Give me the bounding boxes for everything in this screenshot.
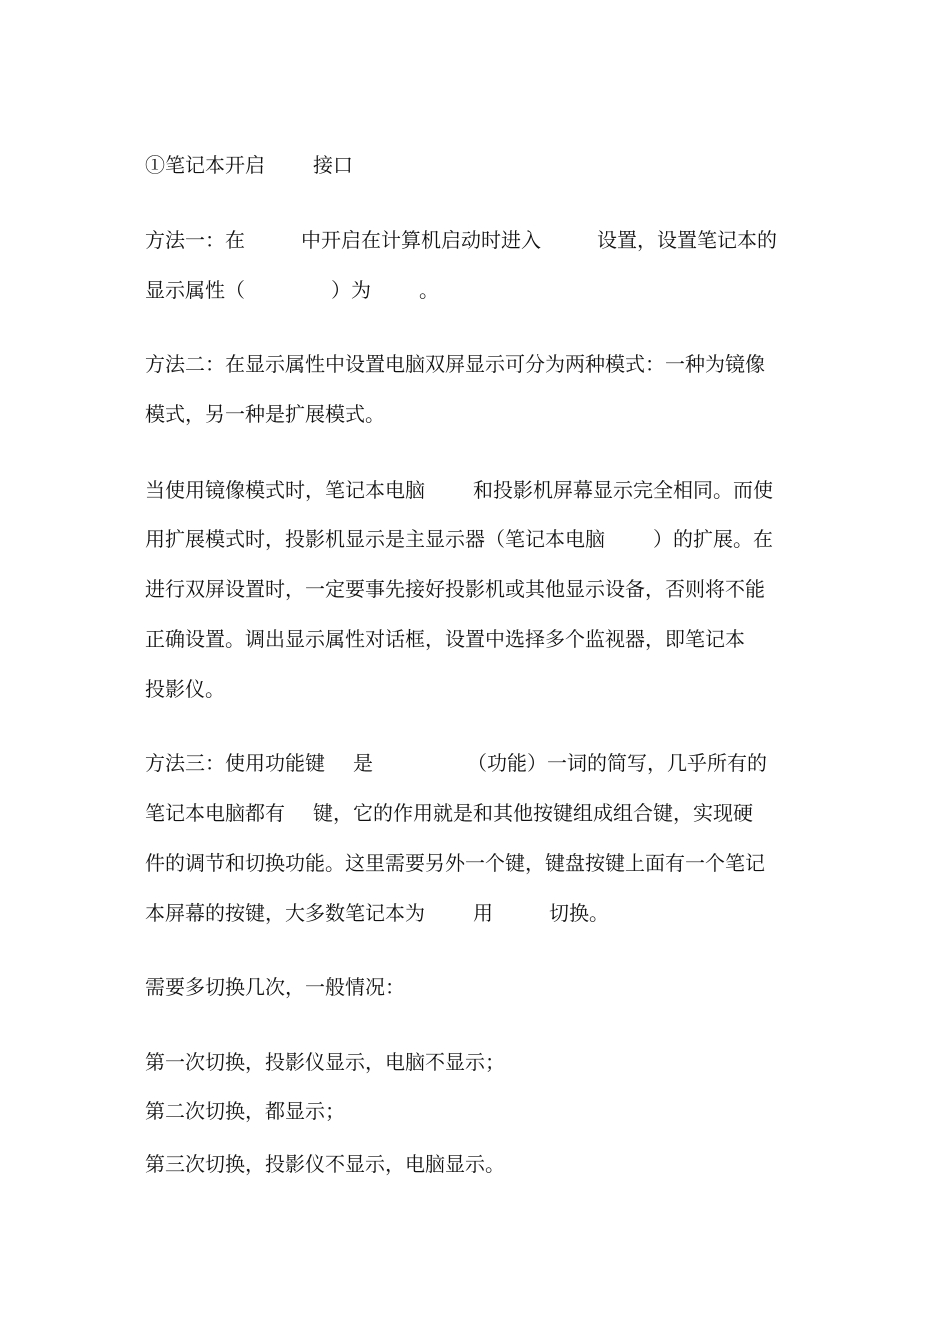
- text-segment: 是: [353, 751, 373, 775]
- switching-third: 第三次切换，投影仪不显示，电脑显示。: [145, 1152, 505, 1176]
- text-segment: 。: [419, 278, 439, 302]
- text-segment: ）为: [331, 278, 371, 302]
- text-segment: （功能）一词的简写，几乎所有的: [467, 751, 767, 775]
- text-segment: 方法三：使用功能键: [145, 751, 325, 775]
- text-segment: 用扩展模式时，投影机显示是主显示器（笔记本电脑: [145, 527, 605, 551]
- text-segment: ）的扩展。在: [653, 527, 773, 551]
- method1-line1: [145, 228, 777, 252]
- mirror-line4: 正确设置。调出显示属性对话框，设置中选择多个监视器，即笔记本: [145, 627, 745, 651]
- text-segment: 当使用镜像模式时，笔记本电脑: [145, 478, 425, 502]
- text-segment: 本屏幕的按键，大多数笔记本为: [145, 901, 425, 925]
- mirror-line3: 进行双屏设置时，一定要事先接好投影机或其他显示设备，否则将不能: [145, 577, 765, 601]
- text-segment: 笔记本电脑都有: [145, 801, 285, 825]
- mirror-line2: [145, 527, 773, 551]
- text-segment: 显示属性（: [145, 278, 245, 302]
- mirror-line1: [145, 478, 773, 502]
- text-segment: 用: [473, 901, 493, 925]
- heading-text-2: 接口: [313, 153, 353, 177]
- method2-line2: 模式，另一种是扩展模式。: [145, 402, 385, 426]
- heading-text: ①笔记本开启: [145, 153, 265, 177]
- text-segment: 设置，设置笔记本的: [597, 228, 777, 252]
- mirror-line5: 投影仪。: [145, 677, 225, 701]
- switching-second: 第二次切换，都显示；: [145, 1099, 345, 1123]
- switching-first: 第一次切换，投影仪显示，电脑不显示；: [145, 1050, 505, 1074]
- text-segment: 中开启在计算机启动时进入: [301, 228, 541, 252]
- method1-line2: [145, 278, 439, 302]
- text-segment: 和投影机屏幕显示完全相同。而使: [473, 478, 773, 502]
- section-heading: [145, 153, 353, 177]
- switching-intro: 需要多切换几次，一般情况：: [145, 975, 405, 999]
- text-segment: 方法一：在: [145, 228, 245, 252]
- method3-line3: 件的调节和切换功能。这里需要另外一个键，键盘按键上面有一个笔记: [145, 851, 765, 875]
- text-segment: 切换。: [549, 901, 609, 925]
- text-segment: 键，它的作用就是和其他按键组成组合键，实现硬: [313, 801, 753, 825]
- method3-line1: [145, 751, 767, 775]
- method3-line4: [145, 901, 609, 925]
- method3-line2: [145, 801, 753, 825]
- method2-line1: 方法二：在显示属性中设置电脑双屏显示可分为两种模式：一种为镜像: [145, 352, 765, 376]
